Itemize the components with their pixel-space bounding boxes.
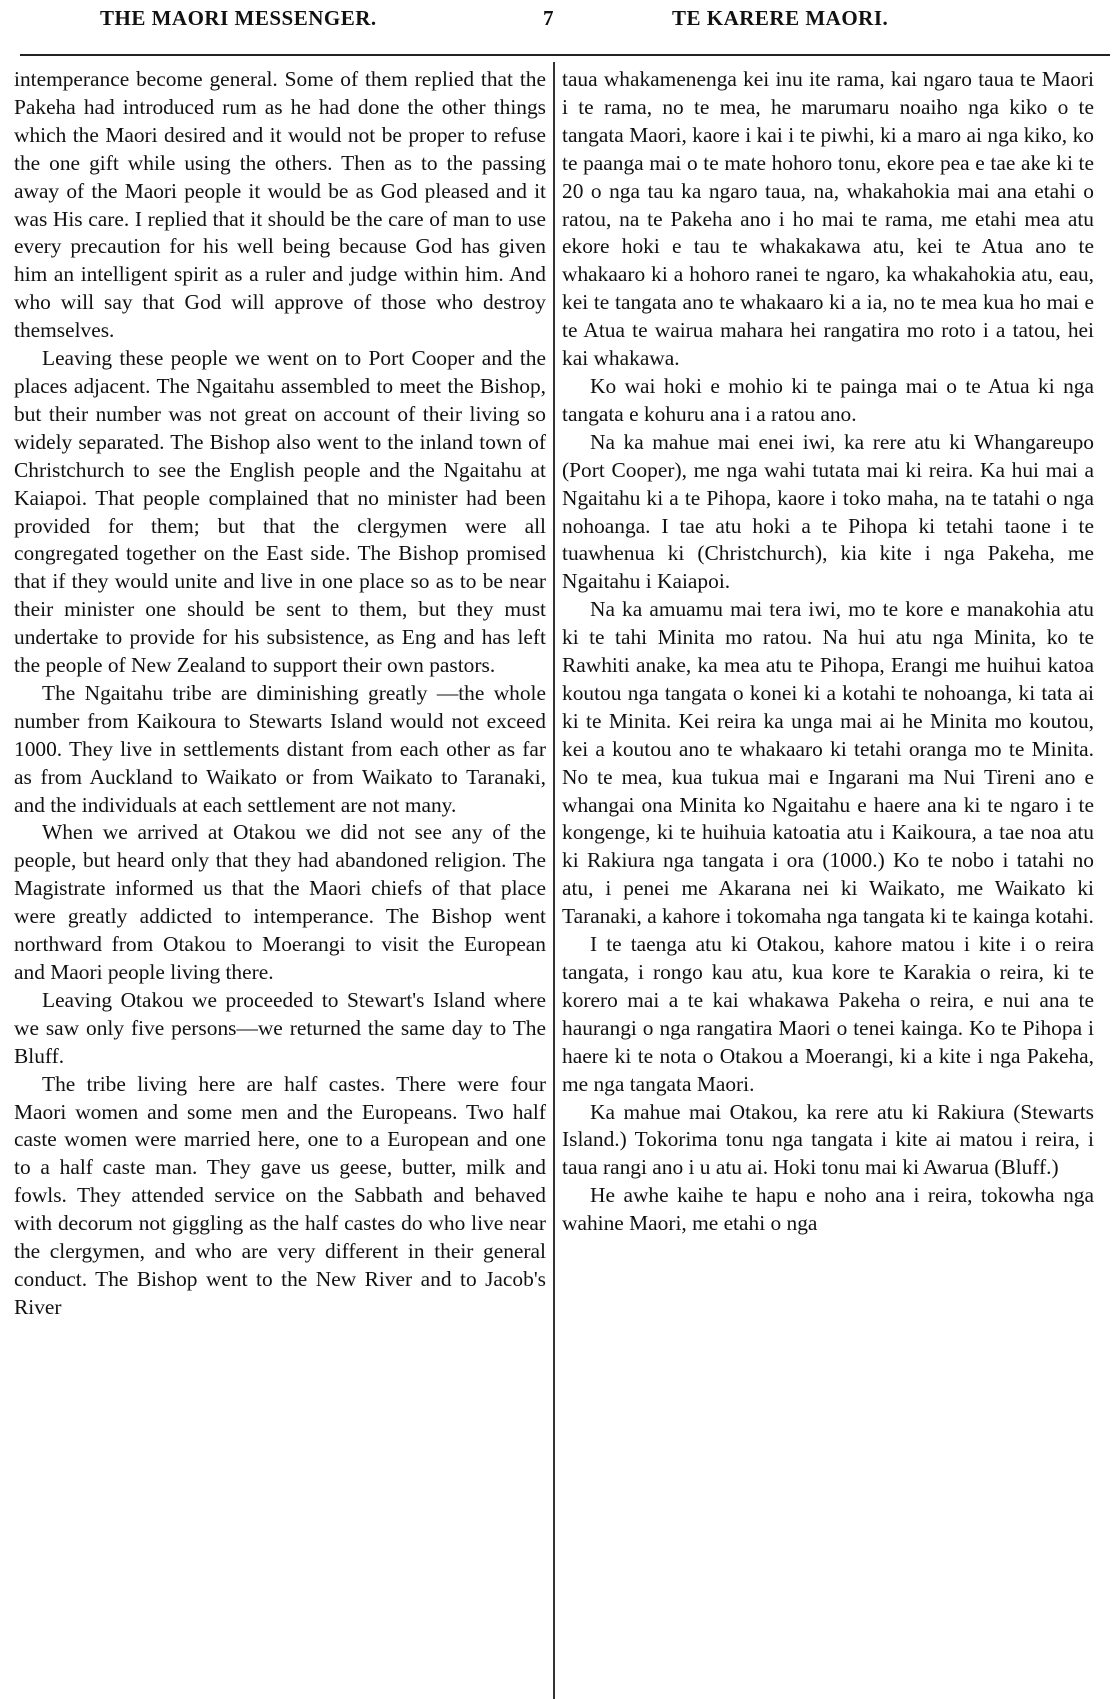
paragraph: Leaving these people we went on to Port Cooper and the places adjacent. The Ngaitahu assembled to meet the Bishop, but their number was not great on account of their living so widely separated. The Bishop also went to the inland town of Christchurch to see the English people and the Ngaitahu at Kaiapoi. That people complained that no minister had been provided for them; but that the clergymen were all congregated together on the East side. The Bishop promised that if they would unite and live in one place so as to be near their minister one should be sent to them, but they must undertake to provide for his subsistence, as Eng and has left the people of New Zealand to support their own pastors. <box>14 346 546 678</box>
english-column <box>14 66 546 1322</box>
header-rule <box>20 54 1110 56</box>
paragraph: When we arrived at Otakou we did not see any of the people, but heard only that they had abandoned religion. The Magistrate informed us that the Maori chiefs of that place were greatly addicted to intemperance. The Bishop went northward from Otakou to Moerangi to visit the European and Maori people living there. <box>14 820 546 984</box>
header-english-title: THE MAORI MESSENGER. <box>100 6 377 30</box>
paragraph: Na ka amuamu mai tera iwi, mo te kore e manakohia atu ki te tahi Minita mo ratou. Na hui atu nga Minita, ko te Rawhiti anake, ka mea atu te Pihopa, Erangi me huihui katoa koutou nga tangata o konei ki a kotahi te nohoanga, ki tata ai ki te Minita. Kei reira ka unga mai ai he Minita mo koutou, kei a koutou ano te whakaaro ki tetahi oranga mo te Minita. No te mea, kua tukua mai e Ingarani ma Nui Tireni ano e whangai ona Minita ko Ngaitahu e haere ana ki te ngaro i te kongenge, ki te huihuia katoatia atu i Kaikoura, a tae noa atu ki Rakiura nga tangata i ora (1000.) Ko te nobo i tatahi no atu, i penei me Akarana nei ki Waikato, me Waikato ki Taranaki, a kahore i tokomaha nga tangata ki te kainga kotahi. <box>562 597 1094 929</box>
column-divider <box>553 62 555 1699</box>
paragraph: The tribe living here are half castes. There were four Maori women and some men and the Europeans. Two half caste women were married here, one to a European and one to a half caste man. They gave us geese, butter, milk and fowls. They attended service on the Sabbath and behaved with decorum not giggling as the half castes do who live near the clergymen, and who are very different in their general conduct. The Bishop went to the New River and to Jacob's River <box>14 1071 546 1319</box>
paragraph: The Ngaitahu tribe are diminishing greatly —the whole number from Kaikoura to Stewarts Island would not exceed 1000. They live in settlements distant from each other as far as from Auckland to Waikato or from Waikato to Taranaki, and the individuals at each settlement are not many. <box>14 680 546 817</box>
maori-column <box>562 66 1094 1238</box>
page-number: 7 <box>543 6 554 30</box>
paragraph: Leaving Otakou we proceeded to Stewart's Island where we saw only five persons—we returned the same day to The Bluff. <box>14 987 546 1068</box>
page-header <box>0 0 1114 40</box>
paragraph: Na ka mahue mai enei iwi, ka rere atu ki Whangareupo (Port Cooper), me nga wahi tutata mai ki reira. Ka hui mai a Ngaitahu ki a te Pihopa, kaore i toko maha, na te tatahi o nga nohoanga. I tae atu hoki a te Pihopa ki tetahi taone i te tuawhenua ki (Christchurch), kia kite i nga Pakeha, me Ngaitahu i Kaiapoi. <box>562 429 1094 594</box>
paragraph: Ko wai hoki e mohio ki te painga mai o te Atua ki nga tangata e kohuru ana i a ratou ano. <box>562 373 1094 426</box>
paragraph: I te taenga atu ki Otakou, kahore matou i kite i o reira tangata, i rongo kau atu, kua kore te Karakia o reira, ki te korero mai a te kai whakawa Pakeha o reira, e nui ana te haurangi o nga rangatira Maori o tenei kainga. Ko te Pihopa i haere ki te nota o Otakou a Moerangi, ki a kite i nga Pakeha, me nga tangata Maori. <box>562 932 1094 1096</box>
paragraph: He awhe kaihe te hapu e noho ana i reira, tokowha nga wahine Maori, me etahi o nga <box>562 1183 1094 1236</box>
paragraph: taua whakamenenga kei inu ite rama, kai ngaro taua te Maori i te rama, no te mea, he marumaru noaiho nga kiko o te tangata Maori, kaore i kai i te piwhi, ki a maro ai nga kiko, ko te paanga mai o te mate hohoro tonu, ekore pea e tae ake ki te 20 o nga tau ka ngaro taua, na, whakahokia mai ana etahi o ratou, na te Pakeha ano i ho mai te rama, me etahi mea atu ekore hoki e tau te whakakawa atu, kei te Atua ano te whakaaro ki a hohoro ranei te ngaro, ka whakahokia atu, eau, kei te tangata ano te whakaaro ki a ia, no te mea kua ho mai e te Atua te wairua mahara hei rangatira mo roto i a tatou, hei kai whakawa. <box>562 67 1094 371</box>
paragraph: intemperance become general. Some of them replied that the Pakeha had introduced rum as he had done the other things which the Maori desired and it would not be proper to refuse the one gift while using the others. Then as to the passing away of the Maori people it would be as God pleased and it was His care. I replied that it should be the care of man to use every precaution for his well being because God has given him an intelligent spirit as a ruler and judge within him. And who will say that God will approve of those who destroy themselves. <box>14 67 546 343</box>
header-maori-title: TE KARERE MAORI. <box>672 6 889 30</box>
paragraph: Ka mahue mai Otakou, ka rere atu ki Rakiura (Stewarts Island.) Tokorima tonu nga tangata i kite ai matou i reira, i taua rangi ano i u atu ai. Hoki tonu mai ki Awarua (Bluff.) <box>562 1099 1094 1180</box>
